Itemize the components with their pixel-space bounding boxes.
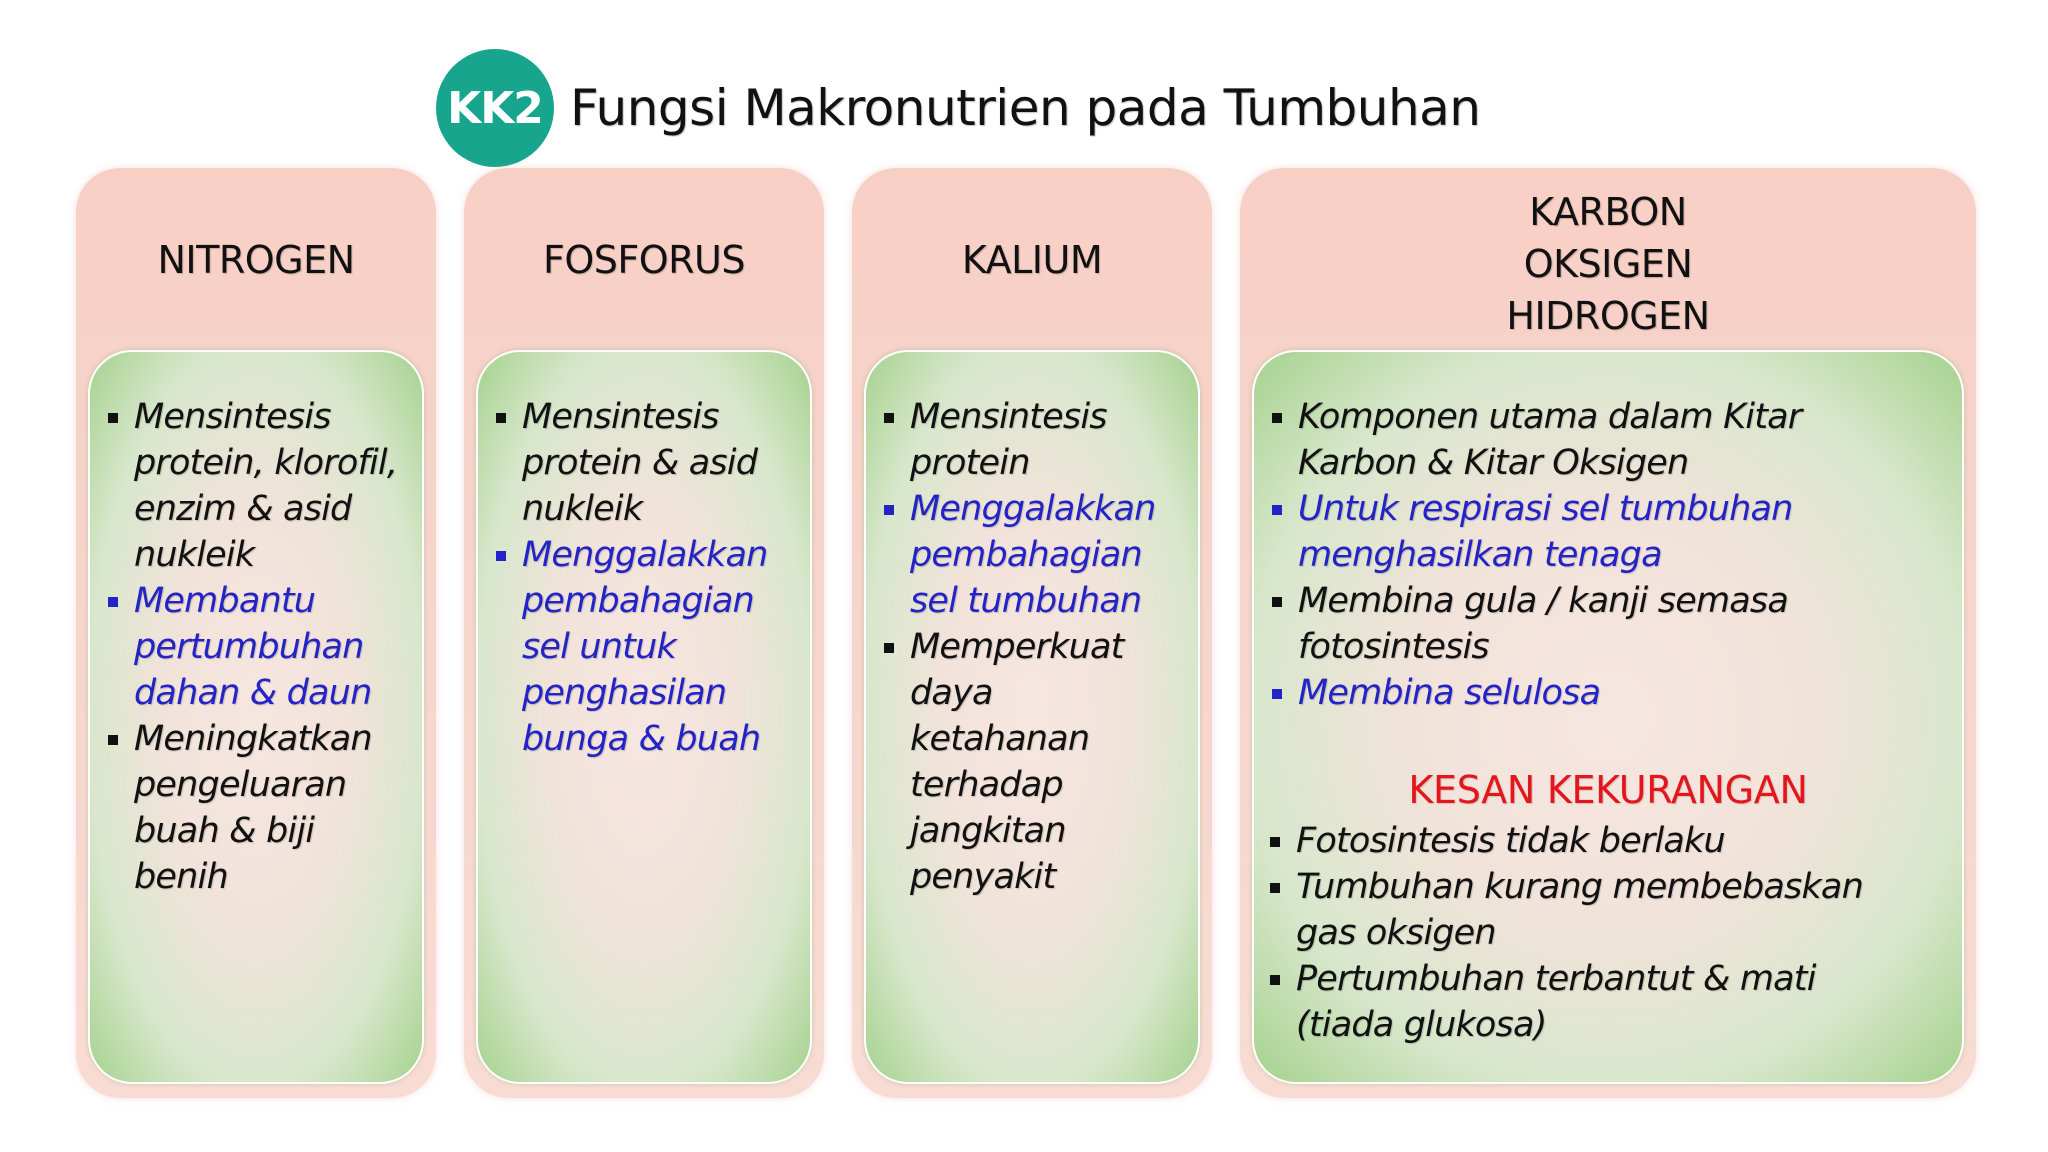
card-heading-line: HIDROGEN [1506, 294, 1710, 338]
list-item: Mensintesis protein, klorofil, enzim & asid nukleik [104, 394, 416, 578]
kk2-badge: KK2 [436, 49, 554, 167]
list-item: Membina selulosa [1268, 670, 1956, 716]
card-heading-line: FOSFORUS [543, 238, 745, 282]
kesan-kekurangan-title: KESAN KEKURANGAN [1408, 768, 1808, 812]
square-bullet-icon [884, 505, 894, 515]
card-heading-line: NITROGEN [157, 238, 355, 282]
card-nitrogen [76, 168, 436, 1098]
list-item: Menggalakkan pembahagian sel untuk penghasilan bunga & buah [492, 532, 804, 762]
card-heading [852, 238, 1212, 282]
list-item: Tumbuhan kurang membebaskan gas oksigen [1266, 864, 1956, 956]
card-heading-line: KARBON [1529, 190, 1687, 234]
list-item: Membina gula / kanji semasa fotosintesis [1268, 578, 1956, 670]
card-content-panel [476, 350, 812, 1084]
list-item: Mensintesis protein [880, 394, 1192, 486]
square-bullet-icon [496, 551, 506, 561]
square-bullet-icon [1270, 975, 1280, 985]
list-item: Mensintesis protein & asid nukleik [492, 394, 804, 532]
card-heading-line: KALIUM [961, 238, 1103, 282]
square-bullet-icon [884, 413, 894, 423]
function-list [1268, 394, 1956, 716]
list-item: Membantu pertumbuhan dahan & daun [104, 578, 416, 716]
square-bullet-icon [1272, 505, 1282, 515]
list-item: Fotosintesis tidak berlaku [1266, 818, 1956, 864]
function-list [492, 394, 804, 762]
function-list [880, 394, 1192, 900]
square-bullet-icon [1272, 413, 1282, 423]
list-item: Untuk respirasi sel tumbuhan menghasilkan tenaga [1268, 486, 1956, 578]
function-list [104, 394, 416, 900]
card-fosforus [464, 168, 824, 1098]
card-heading [76, 238, 436, 282]
square-bullet-icon [496, 413, 506, 423]
square-bullet-icon [108, 413, 118, 423]
slide-title: Fungsi Makronutrien pada Tumbuhan [570, 79, 1481, 137]
card-karbon-oksigen-hidrogen [1240, 168, 1976, 1098]
square-bullet-icon [108, 735, 118, 745]
card-content-panel [864, 350, 1200, 1084]
card-heading [464, 238, 824, 282]
card-heading-line: OKSIGEN [1523, 242, 1693, 286]
list-item: Pertumbuhan terbantut & mati (tiada glukosa) [1266, 956, 1956, 1048]
square-bullet-icon [884, 643, 894, 653]
list-item: Memperkuat daya ketahanan terhadap jangkitan penyakit [880, 624, 1192, 900]
card-kalium [852, 168, 1212, 1098]
kesan-list [1266, 818, 1956, 1048]
square-bullet-icon [1272, 689, 1282, 699]
slide-header [436, 48, 1480, 168]
square-bullet-icon [1272, 597, 1282, 607]
list-item: Meningkatkan pengeluaran buah & biji benih [104, 716, 416, 900]
list-item: Komponen utama dalam Kitar Karbon & Kitar Oksigen [1268, 394, 1956, 486]
card-content-panel [88, 350, 424, 1084]
square-bullet-icon [1270, 883, 1280, 893]
square-bullet-icon [1270, 837, 1280, 847]
card-content-panel [1252, 350, 1964, 1084]
square-bullet-icon [108, 597, 118, 607]
list-item: Menggalakkan pembahagian sel tumbuhan [880, 486, 1192, 624]
card-heading [1240, 186, 1976, 342]
